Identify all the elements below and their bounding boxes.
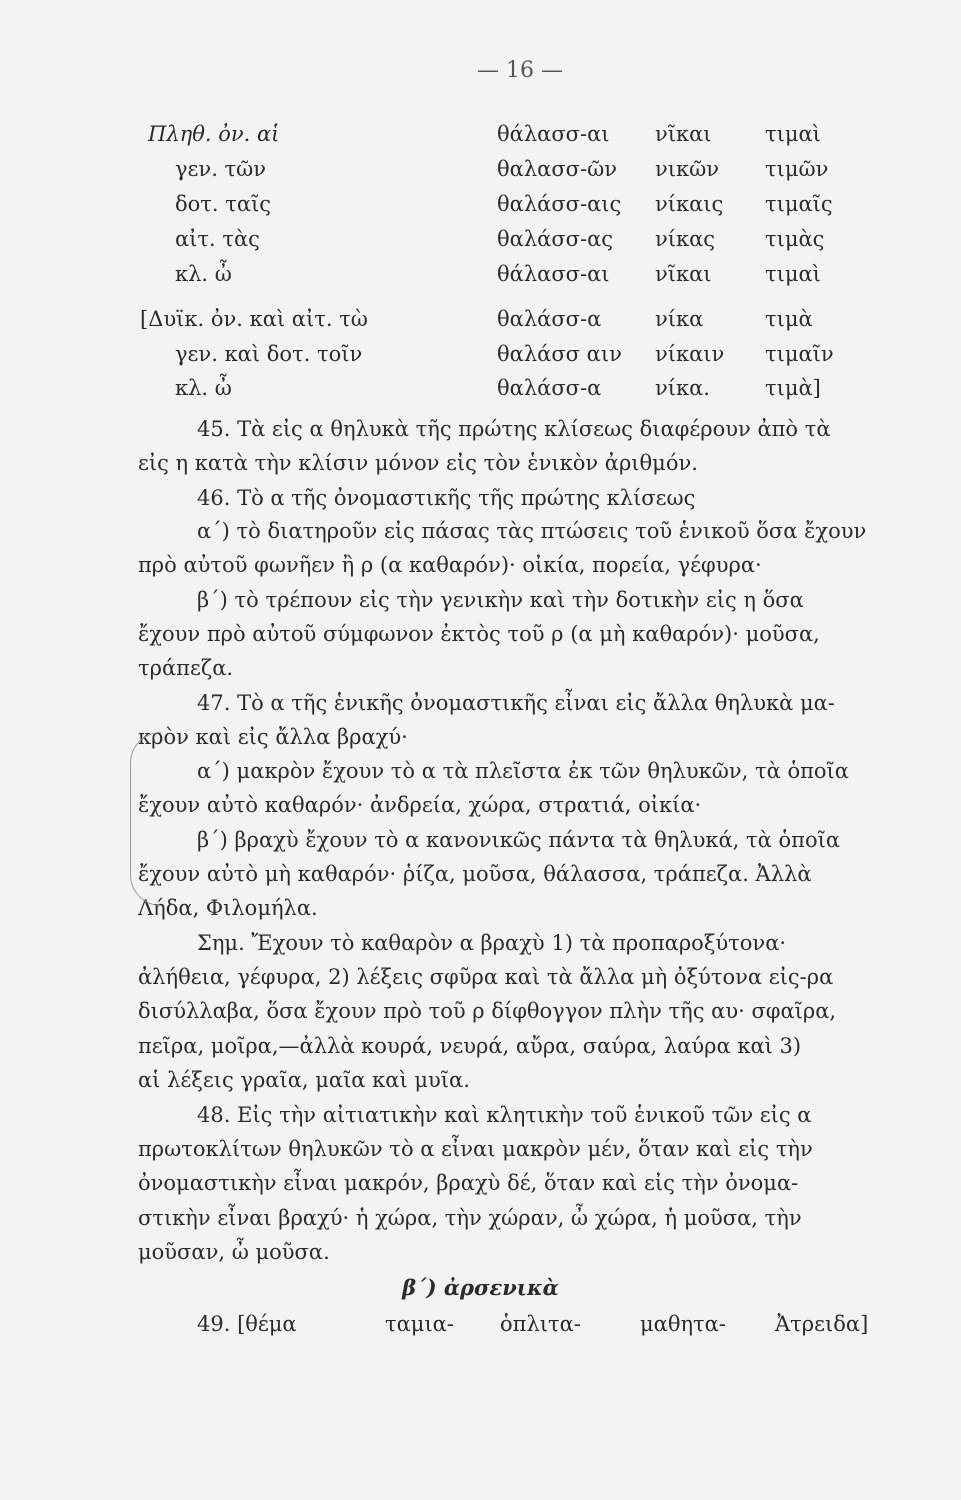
form-time: τιμῶν (765, 157, 829, 181)
text-line: α΄) τὸ διατηροῦν εἰς πάσας τὰς πτώσεις τοῦ ἑνικοῦ ὅσα ἔχουν (197, 519, 867, 543)
case-label: κλ. ὦ (175, 376, 232, 400)
form-time: τιμὰ] (765, 376, 821, 400)
stem: Ἀτρειδα] (775, 1312, 869, 1336)
text-line: αἱ λέξεις γραῖα, μαῖα καὶ μυῖα. (138, 1068, 470, 1092)
case-label: Πληθ. ὀν. αἱ (148, 122, 280, 146)
text-line: Λήδα, Φιλομήλα. (138, 896, 318, 920)
stems-label: 49. [θέμα (197, 1312, 297, 1336)
form-time: τιμὰ (765, 307, 813, 331)
form-nike: νῖκαι (655, 122, 712, 146)
text-line: εἰς η κατὰ τὴν κλίσιν μόνον εἰς τὸν ἑνικὸν ἀριθμόν. (138, 451, 698, 475)
text-line: πρωτοκλίτων θηλυκῶν τὸ α εἶναι μακρὸν μέν, ὅταν καὶ εἰς τὴν (138, 1137, 813, 1161)
form-thalassa: θαλάσσ-ας (497, 227, 614, 251)
case-label: γεν. τῶν (175, 157, 267, 181)
text-line: β΄) βραχὺ ἔχουν τὸ α κανονικῶς πάντα τὰ θηλυκά, τὰ ὁποῖα (197, 828, 841, 852)
pencil-bracket (130, 732, 161, 906)
form-nike: νίκα (655, 307, 704, 331)
form-time: τιμαῖς (765, 192, 833, 216)
form-thalassa: θάλασσ-αι (497, 262, 610, 286)
form-time: τιμὰς (765, 227, 825, 251)
form-thalassa: θάλασσ-αι (497, 122, 610, 146)
form-thalassa: θαλάσσ αιν (497, 342, 622, 366)
case-label: γεν. καὶ δοτ. τοῖν (175, 342, 363, 366)
text-line: δισύλλαβα, ὅσα ἔχουν πρὸ τοῦ ρ δίφθογγον πλὴν τῆς αυ· σφαῖρα, (138, 999, 837, 1023)
text-line: πεῖρα, μοῖρα,—ἀλλὰ κουρά, νευρά, αὔρα, σαύρα, λαύρα καὶ 3) (138, 1034, 802, 1058)
form-nike: νίκαιν (655, 342, 725, 366)
text-line: ἀλήθεια, γέφυρα, 2) λέξεις σφῦρα καὶ τὰ ἄλλα μὴ ὀξύτονα εἰς-ρα (138, 965, 834, 989)
paragraph-47: 47. Τὸ α τῆς ἑνικῆς ὀνομαστικῆς εἶναι εἰς ἄλλα θηλυκὰ μα- (197, 691, 835, 715)
form-nike: νίκαις (655, 192, 724, 216)
text-line: τράπεζα. (138, 656, 234, 680)
form-nike: νίκας (655, 227, 716, 251)
stem: ὁπλιτα- (500, 1312, 581, 1336)
section-heading: β΄) ἀρσενικὰ (402, 1275, 559, 1300)
text-line: ἔχουν πρὸ αὐτοῦ σύμφωνον ἐκτὸς τοῦ ρ (α μὴ καθαρόν)· μοῦσα, (138, 622, 820, 646)
form-thalassa: θαλασσ-ῶν (497, 157, 617, 181)
page-number: — 16 — (477, 58, 563, 83)
text-line: α΄) μακρὸν ἔχουν τὸ α τὰ πλεῖστα ἐκ τῶν θηλυκῶν, τὰ ὁποῖα (197, 759, 849, 783)
text-line: μοῦσαν, ὦ μοῦσα. (138, 1240, 330, 1264)
case-label: κλ. ὦ (175, 262, 232, 286)
form-thalassa: θαλάσσ-αις (497, 192, 622, 216)
form-nike: νίκα. (655, 376, 710, 400)
text-line: ὀνομαστικὴν εἶναι μακρόν, βραχὺ δέ, ὅταν καὶ εἰς τὴν ὀνομα- (138, 1171, 799, 1195)
form-thalassa: θαλάσσ-α (497, 307, 602, 331)
form-nike: νῖκαι (655, 262, 712, 286)
case-label: [Δυϊκ. ὀν. καὶ αἰτ. τὼ (140, 307, 368, 331)
form-time: τιμαὶ (765, 262, 821, 286)
form-time: τιμαῖν (765, 342, 834, 366)
form-thalassa: θαλάσσ-α (497, 376, 602, 400)
note-heading: Σημ. Ἔχουν τὸ καθαρὸν α βραχὺ 1) τὰ προπαροξύτονα· (197, 931, 787, 955)
text-line: κρὸν καὶ εἰς ἄλλα βραχύ· (138, 725, 408, 749)
text-line: ἔχουν αὐτὸ μὴ καθαρόν· ῥίζα, μοῦσα, θάλασσα, τράπεζα. Ἀλλὰ (138, 862, 812, 886)
case-label: δοτ. ταῖς (175, 192, 272, 216)
text-line: στικὴν εἶναι βραχύ· ἡ χώρα, τὴν χώραν, ὦ χώρα, ἡ μοῦσα, τὴν (138, 1206, 802, 1230)
form-nike: νικῶν (655, 157, 720, 181)
form-time: τιμαὶ (765, 122, 821, 146)
paragraph-46: 46. Τὸ α τῆς ὀνομαστικῆς τῆς πρώτης κλίσεως (197, 486, 696, 510)
case-label: αἰτ. τὰς (175, 227, 260, 251)
text-line: β΄) τὸ τρέπουν εἰς τὴν γενικὴν καὶ τὴν δοτικὴν εἰς η ὅσα (197, 588, 804, 612)
paragraph-45: 45. Τὰ εἰς α θηλυκὰ τῆς πρώτης κλίσεως διαφέρουν ἀπὸ τὰ (197, 417, 831, 441)
stem: ταμια- (385, 1312, 454, 1336)
text-line: πρὸ αὐτοῦ φωνῆεν ἢ ρ (α καθαρόν)· οἰκία, πορεία, γέφυρα· (138, 553, 762, 577)
text-line: ἔχουν αὐτὸ καθαρόν· ἀνδρεία, χώρα, στρατιά, οἰκία· (138, 793, 702, 817)
stem: μαθητα- (640, 1312, 726, 1336)
paragraph-48: 48. Εἰς τὴν αἰτιατικὴν καὶ κλητικὴν τοῦ ἑνικοῦ τῶν εἰς α (197, 1103, 812, 1127)
